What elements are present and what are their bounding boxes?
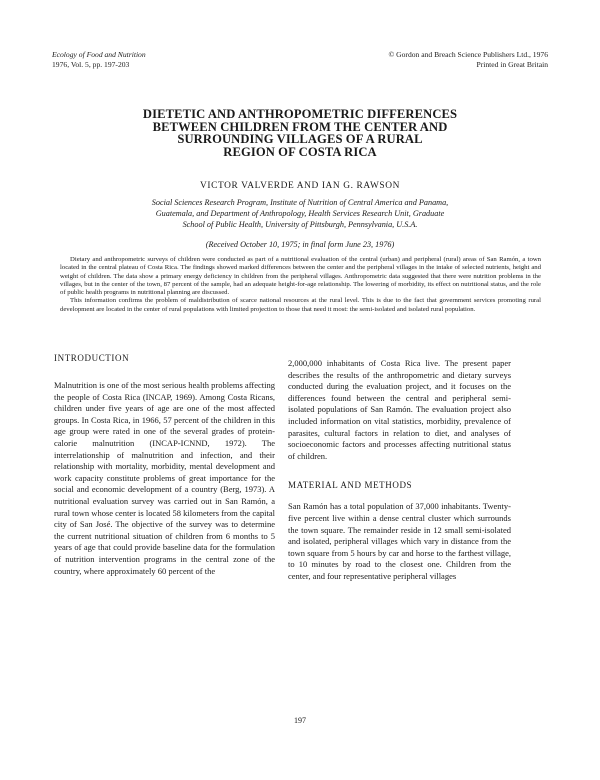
authors: VICTOR VALVERDE AND IAN G. RAWSON — [200, 181, 400, 191]
received-date: (Received October 10, 1975; in final form June 23, 1976) — [205, 240, 395, 249]
introduction-text: Malnutrition is one of the most serious health problems affecting the people of Costa Rica (INCAP, 1969). Among Costa Ricans, children under five years of age are one of the most affected groups. In Costa Rica, in 1966, 57 percent of the children in this age group were rated in one of the several grades of protein-calorie malnutrition (INCAP-ICNND, 1972). The interrelationship of malnutrition and infection, and their relationship with mortality, morbidity, mental development and work capacity constitute problems of great importance for the social and economic development of a country (Berg, 1973). A nutritional evaluation survey was carried out in San Ramón, a rural town whose center is located 58 kilometers from the capital city of San José. The objective of the survey was to determine the current nutritional situation of children from 6 months to 5 years of age that could provide baseline data for the formulation of nutrition intervention programs in the central zone of the country, where approximately 60 percent of the — [54, 380, 275, 576]
copyright-notice: © Gordon and Breach Science Publishers Ltd., 1976 — [388, 50, 548, 59]
methods-heading: MATERIAL AND METHODS — [288, 480, 413, 491]
abstract-paragraph: This information confirms the problem of maldistribution of scarce national resources at the rural level. This is due to the fact that government services promoting rural development are located in the center of rural populations with limited projection to those that need it most: the semi-isolated and isolated rural population. — [60, 297, 541, 313]
title-line: SURROUNDING VILLAGES OF A RURAL — [177, 132, 423, 147]
publisher-header — [388, 50, 548, 69]
paper-title — [60, 108, 540, 158]
journal-name: Ecology of Food and Nutrition — [52, 50, 146, 59]
journal-header — [52, 50, 146, 69]
page-number: 197 — [294, 716, 306, 725]
printed-notice: Printed in Great Britain — [476, 59, 548, 69]
title-line: REGION OF COSTA RICA — [223, 144, 377, 159]
methods-text: San Ramón has a total population of 37,000 inhabitants. Twenty-five percent live within a dense central cluster which surrounds the town square. The remainder reside in 12 small semi-isolated and isolated, peripheral villages which vary in distance from the town square from 5 hours by car and horse to the farthest village, to 10 minutes by road to the closest one. Children from the center, and four representative peripheral villages — [288, 501, 511, 581]
introduction-heading: INTRODUCTION — [54, 353, 130, 363]
affiliation-line: Guatemala, and Department of Anthropology, Health Services Research Unit, Graduate — [155, 209, 445, 219]
abstract-paragraph: Dietary and anthropometric surveys of children were conducted as part of a nutritional evaluation of the central (urban) and peripheral (rural) areas of San Ramón, a town located in the central plateau of Costa Rica. The findings showed marked differences between the center and the peripheral villages in the intake of selected nutrients, height and weight of children. The data show a primary energy deficiency in children from the peripheral villages. Anthropometric data suggested that there were nutrition problems in the villages, but in the center of the town, 87 percent of the sample, had an adequate height-for-age relationship. The lowering of morbidity, its effect on nutritional status, and the role of public health programs in nutritional planning are discussed. — [60, 256, 541, 296]
title-line: DIETETIC AND ANTHROPOMETRIC DIFFERENCES — [142, 107, 458, 121]
title-line: BETWEEN CHILDREN FROM THE CENTER AND — [152, 119, 448, 134]
left-column — [54, 353, 275, 577]
affiliation-line: School of Public Health, University of Pittsburgh, Pennsylvania, U.S.A. — [182, 220, 418, 230]
abstract — [60, 256, 541, 314]
introduction-continued: 2,000,000 inhabitants of Costa Rica live. The present paper describes the results of the anthropometric and dietary surveys conducted during the evaluation project, and it focuses on the differences found between the central and peripheral semi-isolated populations of San Ramón. The evaluation project also included information on vital statistics, morbidity, prevalence of parasites, cultural factors in relation to diet, and analyses of socioeconomic factors and processes affecting nutritional status of children. — [288, 358, 511, 461]
affiliation-line: Social Sciences Research Program, Institute of Nutrition of Central America and Panama, — [151, 198, 449, 207]
affiliation — [80, 197, 520, 231]
right-column — [288, 358, 511, 583]
journal-citation: 1976, Vol. 5, pp. 197-203 — [52, 59, 130, 69]
